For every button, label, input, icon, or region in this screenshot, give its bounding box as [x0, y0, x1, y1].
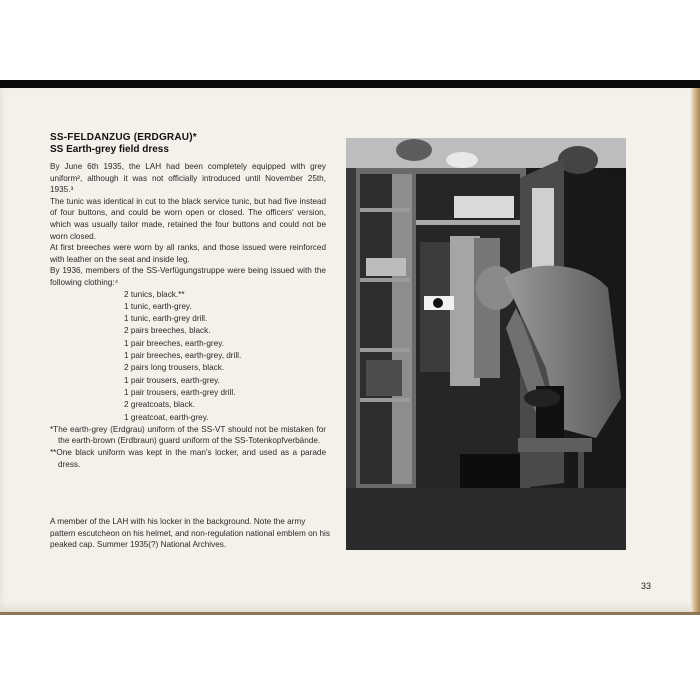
paragraph-3: At first breeches were worn by all ranks, and those issued were reinforced with leather on the seat and inside leg.: [50, 243, 326, 264]
page-bottom-edge: [0, 612, 700, 615]
list-item: 2 pairs breeches, black.: [124, 326, 211, 336]
paragraph-2: The tunic was identical in cut to the black service tunic, but had five instead of four buttons, and could be worn open or closed. The officers' version, which was usually tailor made, retained the four buttons and could not be worn closed.: [50, 196, 326, 241]
footnote-1: *The earth-grey (Erdgrau) uniform of the SS-VT should not be mistaken for the earth-brown (Erdbraun) guard uniform of the SS-Totenkopfverbände.: [50, 424, 326, 446]
archival-photo: [346, 138, 626, 550]
section-subtitle: SS Earth-grey field dress: [50, 144, 169, 155]
list-item: 1 pair trousers, earth-grey drill.: [124, 387, 236, 397]
list-item: 1 tunic, earth-grey drill.: [124, 314, 208, 324]
page-number: 33: [641, 581, 652, 591]
list-item: 1 greatcoat, earth-grey.: [124, 412, 209, 422]
photo-caption: A member of the LAH with his locker in the background. Note the army pattern escutcheon on his helmet, and non-regulation national emblem on his peaked cap. Summer 1935(?) National Archives.: [50, 517, 330, 550]
list-item: 1 pair trousers, earth-grey.: [124, 375, 220, 385]
paragraph-1: By June 6th 1935, the LAH had been completely equipped with grey uniform², although it was not officially introduced until November 25th, 1935.³: [50, 162, 326, 195]
clothing-list: [124, 289, 326, 424]
list-item: 2 tunics, black.**: [124, 289, 185, 299]
list-item: 1 pair breeches, earth-grey.: [124, 338, 224, 348]
list-item: 2 greatcoats, black.: [124, 400, 195, 410]
list-item: 1 pair breeches, earth-grey, drill.: [124, 351, 242, 361]
scan-border: [0, 80, 700, 88]
section-title: SS-FELDANZUG (ERDGRAU)*: [50, 132, 197, 143]
list-item: 1 tunic, earth-grey.: [124, 301, 192, 311]
page-edge: [690, 88, 700, 614]
text-column: [50, 132, 326, 470]
list-item: 2 pairs long trousers, black.: [124, 363, 225, 373]
footnote-2: **One black uniform was kept in the man's locker, and used as a parade dress.: [50, 447, 326, 469]
paragraph-4: By 1936, members of the SS-Verfügungstruppe were being issued with the following clothing:⁴: [50, 266, 326, 287]
